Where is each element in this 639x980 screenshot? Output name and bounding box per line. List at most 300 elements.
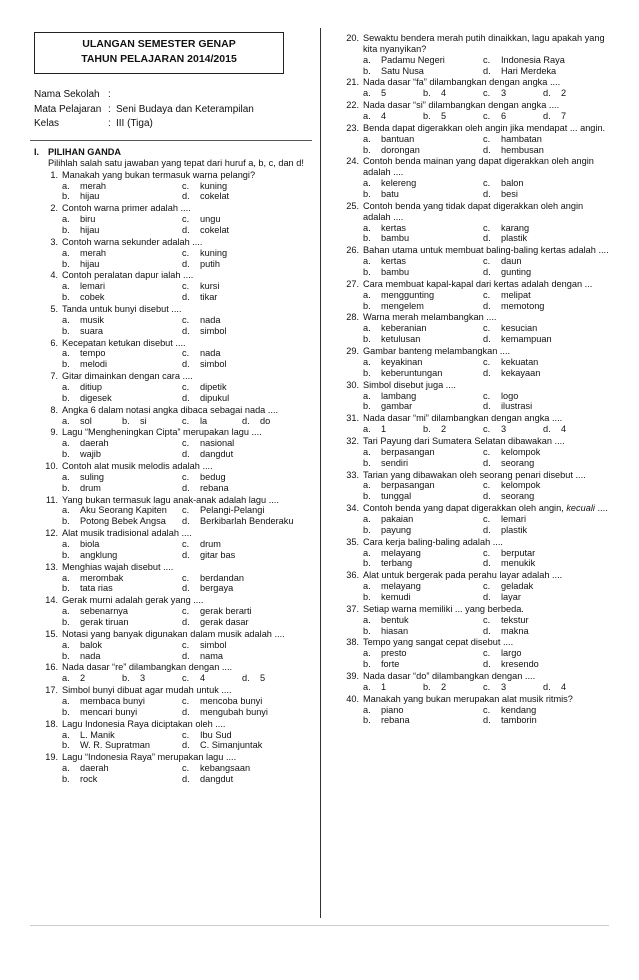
question-row bbox=[335, 77, 613, 88]
answer-option bbox=[62, 348, 182, 359]
option-text: biru bbox=[80, 214, 96, 225]
question-row bbox=[335, 346, 613, 357]
question-item bbox=[34, 752, 310, 785]
question-item bbox=[34, 371, 310, 404]
question-row bbox=[34, 237, 310, 248]
question-text: Nada dasar “fa” dilambangkan dengan angka .... bbox=[363, 77, 561, 88]
option-letter: b. bbox=[62, 549, 70, 560]
answer-options bbox=[62, 573, 310, 595]
question-text: Kecepatan ketukan disebut .... bbox=[62, 337, 186, 348]
option-text: menggunting bbox=[381, 289, 435, 300]
option-letter: c. bbox=[483, 256, 491, 267]
option-letter: a. bbox=[62, 281, 70, 292]
option-text: la bbox=[200, 415, 208, 426]
question-number: 37. bbox=[346, 603, 359, 614]
option-letter: c. bbox=[182, 673, 190, 684]
answer-option bbox=[483, 391, 603, 402]
option-letter: c. bbox=[483, 648, 491, 659]
option-text: mengelem bbox=[381, 300, 424, 311]
answer-option bbox=[483, 491, 603, 502]
option-letter: b. bbox=[363, 65, 371, 76]
answer-option bbox=[483, 548, 603, 559]
answer-options bbox=[363, 514, 613, 536]
answer-option bbox=[62, 292, 182, 303]
answer-options bbox=[62, 640, 310, 662]
option-text: lambang bbox=[381, 390, 417, 401]
option-text: kendang bbox=[501, 704, 537, 715]
option-letter: b. bbox=[62, 740, 70, 751]
answer-option bbox=[423, 111, 483, 122]
option-letter: a. bbox=[62, 438, 70, 449]
info-key: Mata Pelajaran bbox=[34, 103, 102, 115]
question-row bbox=[335, 312, 613, 323]
answer-option bbox=[62, 472, 182, 483]
option-letter: b. bbox=[363, 715, 371, 726]
option-text: lemari bbox=[501, 513, 527, 524]
option-text: Berkibarlah Benderaku bbox=[200, 516, 294, 527]
option-text: pakaian bbox=[381, 513, 414, 524]
option-text: berpasangan bbox=[381, 446, 435, 457]
question-number: 7. bbox=[50, 371, 58, 382]
answer-option bbox=[62, 696, 182, 707]
question-text: Tanda untuk bunyi disebut .... bbox=[62, 303, 182, 314]
option-letter: d. bbox=[483, 144, 491, 155]
question-number: 25. bbox=[346, 200, 359, 211]
option-text: hembusan bbox=[501, 144, 544, 155]
option-text: gerak tiruan bbox=[80, 617, 129, 628]
option-letter: d. bbox=[483, 300, 491, 311]
option-text: menukik bbox=[501, 558, 536, 569]
answer-option bbox=[182, 326, 302, 337]
option-letter: a. bbox=[363, 681, 371, 692]
question-number: 2. bbox=[50, 203, 58, 214]
answer-option bbox=[62, 281, 182, 292]
question-row bbox=[34, 495, 310, 506]
option-letter: c. bbox=[483, 88, 491, 99]
answer-option bbox=[182, 281, 302, 292]
option-letter: d. bbox=[182, 392, 190, 403]
answer-option bbox=[363, 581, 483, 592]
answer-options bbox=[62, 181, 310, 203]
answer-option bbox=[182, 730, 302, 741]
option-letter: a. bbox=[363, 648, 371, 659]
option-text: 5 bbox=[381, 88, 387, 99]
option-letter: c. bbox=[182, 381, 190, 392]
answer-options bbox=[363, 323, 613, 345]
answer-option bbox=[363, 290, 483, 301]
option-letter: d. bbox=[483, 457, 491, 468]
answer-option bbox=[363, 615, 483, 626]
option-text: hiasan bbox=[381, 625, 409, 636]
answer-option bbox=[543, 111, 603, 122]
answer-option bbox=[62, 583, 182, 594]
answer-option bbox=[62, 550, 182, 561]
answer-options bbox=[363, 447, 613, 469]
option-letter: a. bbox=[62, 539, 70, 550]
option-text: rebana bbox=[381, 715, 410, 726]
answer-options bbox=[62, 214, 310, 236]
answer-option bbox=[62, 505, 182, 516]
answer-options bbox=[363, 581, 613, 603]
question-row bbox=[335, 570, 613, 581]
answer-option bbox=[182, 483, 302, 494]
option-text: melayang bbox=[381, 581, 421, 592]
option-letter: d. bbox=[182, 516, 190, 527]
question-text: Cara membuat kapal-kapal dari kertas adalah dengan ... bbox=[363, 278, 593, 289]
option-text: kuning bbox=[200, 247, 228, 258]
answer-option bbox=[363, 401, 483, 412]
option-letter: d. bbox=[182, 549, 190, 560]
question-text: Manakah yang bukan termasuk warna pelangi? bbox=[62, 169, 256, 180]
answer-option bbox=[483, 626, 603, 637]
info-value: Seni Budaya dan Keterampilan bbox=[116, 103, 254, 115]
question-number: 8. bbox=[50, 404, 58, 415]
option-letter: b. bbox=[62, 449, 70, 460]
option-letter: c. bbox=[483, 614, 491, 625]
question-number: 23. bbox=[346, 122, 359, 133]
question-row bbox=[34, 662, 310, 673]
question-text: Lagu “Indonesia Raya” merupakan lagu .... bbox=[62, 752, 237, 763]
option-letter: a. bbox=[62, 639, 70, 650]
option-text: kekuatan bbox=[501, 356, 539, 367]
option-text: wajib bbox=[80, 449, 101, 460]
question-item bbox=[335, 100, 613, 122]
answer-options bbox=[62, 673, 310, 684]
section-number: I. bbox=[34, 146, 40, 157]
option-text: musik bbox=[80, 314, 104, 325]
option-text: bantuan bbox=[381, 133, 415, 144]
option-letter: a. bbox=[363, 513, 371, 524]
option-text: kuning bbox=[200, 180, 228, 191]
option-letter: a. bbox=[363, 222, 371, 233]
option-letter: a. bbox=[62, 763, 70, 774]
option-letter: a. bbox=[363, 111, 371, 122]
option-text: cokelat bbox=[200, 224, 230, 235]
info-sep: : bbox=[108, 118, 111, 130]
question-row bbox=[34, 719, 310, 730]
section-instruction: Pilihlah salah satu jawaban yang tepat dari huruf a, b, c, dan d! bbox=[48, 157, 304, 168]
option-letter: b. bbox=[62, 258, 70, 269]
option-letter: b. bbox=[62, 292, 70, 303]
answer-option bbox=[182, 550, 302, 561]
answer-option bbox=[423, 682, 483, 693]
question-row bbox=[335, 503, 613, 514]
answer-options bbox=[363, 223, 613, 245]
question-number: 36. bbox=[346, 570, 359, 581]
question-row bbox=[34, 371, 310, 382]
option-letter: c. bbox=[483, 547, 491, 558]
option-text: hijau bbox=[80, 224, 100, 235]
answer-options bbox=[363, 480, 613, 502]
option-letter: a. bbox=[62, 729, 70, 740]
option-letter: d. bbox=[483, 233, 491, 244]
exam-title-line2: TAHUN PELAJARAN 2014/2015 bbox=[81, 53, 237, 66]
option-text: dorongan bbox=[381, 144, 420, 155]
answer-option bbox=[363, 682, 423, 693]
question-text: Contoh warna primer adalah .... bbox=[62, 203, 191, 214]
answer-option bbox=[363, 592, 483, 603]
option-letter: a. bbox=[62, 348, 70, 359]
option-text: cokelat bbox=[200, 191, 230, 202]
question-row bbox=[34, 461, 310, 472]
option-letter: c. bbox=[483, 222, 491, 233]
option-text: simbol bbox=[200, 639, 227, 650]
answer-option bbox=[62, 740, 182, 751]
option-text: bambu bbox=[381, 233, 410, 244]
answer-option bbox=[363, 548, 483, 559]
answer-option bbox=[182, 606, 302, 617]
info-row bbox=[34, 103, 310, 118]
question-text: Gambar banteng melambangkan .... bbox=[363, 346, 511, 357]
answer-option bbox=[62, 191, 182, 202]
question-number: 38. bbox=[346, 637, 359, 648]
info-row bbox=[34, 88, 310, 103]
option-text: dipukul bbox=[200, 392, 230, 403]
answer-option bbox=[363, 267, 483, 278]
question-number: 11. bbox=[45, 494, 58, 505]
question-number: 15. bbox=[45, 628, 58, 639]
answer-option bbox=[242, 416, 302, 427]
question-row bbox=[34, 203, 310, 214]
right-question-list bbox=[335, 33, 613, 726]
question-text: Simbol bunyi dibuat agar mudah untuk .... bbox=[62, 685, 232, 696]
option-text: 4 bbox=[381, 111, 387, 122]
answer-option bbox=[62, 707, 182, 718]
answer-option bbox=[363, 134, 483, 145]
option-letter: a. bbox=[363, 581, 371, 592]
option-text: 5 bbox=[441, 111, 447, 122]
option-letter: b. bbox=[363, 659, 371, 670]
option-letter: a. bbox=[62, 381, 70, 392]
answer-option bbox=[62, 225, 182, 236]
column-divider bbox=[320, 28, 321, 918]
option-text: angklung bbox=[80, 549, 118, 560]
option-letter: d. bbox=[483, 367, 491, 378]
question-item bbox=[34, 237, 310, 270]
question-text: Yang bukan termasuk lagu anak-anak adalah lagu .... bbox=[62, 494, 279, 505]
option-text: melipat bbox=[501, 289, 531, 300]
option-letter: b. bbox=[363, 144, 371, 155]
option-letter: a. bbox=[62, 471, 70, 482]
question-number: 3. bbox=[50, 236, 58, 247]
option-text: kelompok bbox=[501, 446, 541, 457]
answer-option bbox=[182, 438, 302, 449]
question-item bbox=[335, 436, 613, 469]
answer-option bbox=[483, 715, 603, 726]
option-text: berpasangan bbox=[381, 480, 435, 491]
option-text: geladak bbox=[501, 581, 534, 592]
answer-option bbox=[363, 66, 483, 77]
option-text: logo bbox=[501, 390, 519, 401]
option-letter: a. bbox=[363, 88, 371, 99]
question-item bbox=[34, 595, 310, 628]
answer-option bbox=[483, 145, 603, 156]
answer-option bbox=[182, 181, 302, 192]
question-number: 6. bbox=[50, 337, 58, 348]
question-row bbox=[34, 270, 310, 281]
answer-option bbox=[483, 514, 603, 525]
option-text: 4 bbox=[441, 88, 447, 99]
option-letter: b. bbox=[363, 457, 371, 468]
option-text: seorang bbox=[501, 457, 535, 468]
option-text: 3 bbox=[140, 673, 146, 684]
option-letter: c. bbox=[182, 729, 190, 740]
question-number: 35. bbox=[346, 536, 359, 547]
option-letter: c. bbox=[483, 54, 491, 65]
option-letter: c. bbox=[483, 681, 491, 692]
option-letter: d. bbox=[182, 650, 190, 661]
option-text: 4 bbox=[561, 681, 567, 692]
info-key: Nama Sekolah bbox=[34, 89, 100, 101]
question-text: Nada dasar “re” dilambangkan dengan .... bbox=[62, 662, 233, 673]
option-text: hijau bbox=[80, 191, 100, 202]
exam-info bbox=[34, 88, 310, 132]
question-text: Benda dapat digerakkan oleh angin jika mendapat ... angin. bbox=[363, 122, 606, 133]
answer-options bbox=[363, 55, 613, 77]
option-letter: d. bbox=[483, 659, 491, 670]
answer-option bbox=[363, 323, 483, 334]
answer-option bbox=[483, 334, 603, 345]
answer-option bbox=[182, 259, 302, 270]
answer-options bbox=[363, 256, 613, 278]
answer-option bbox=[182, 359, 302, 370]
answer-option bbox=[483, 615, 603, 626]
question-item bbox=[34, 719, 310, 752]
option-letter: d. bbox=[242, 673, 250, 684]
answer-option bbox=[363, 223, 483, 234]
answer-option bbox=[363, 55, 483, 66]
question-item bbox=[335, 312, 613, 345]
question-item bbox=[34, 427, 310, 460]
question-row bbox=[335, 537, 613, 548]
answer-option bbox=[543, 88, 603, 99]
option-letter: d. bbox=[543, 681, 551, 692]
question-item bbox=[335, 245, 613, 278]
option-letter: b. bbox=[423, 681, 431, 692]
answer-option bbox=[483, 256, 603, 267]
option-text: tunggal bbox=[381, 491, 412, 502]
option-letter: a. bbox=[363, 446, 371, 457]
option-letter: b. bbox=[363, 524, 371, 535]
option-text: seorang bbox=[501, 491, 535, 502]
answer-option bbox=[363, 233, 483, 244]
question-text: Warna merah melambangkan .... bbox=[363, 312, 497, 323]
answer-option bbox=[182, 315, 302, 326]
answer-option bbox=[182, 696, 302, 707]
answer-option bbox=[182, 774, 302, 785]
option-letter: d. bbox=[182, 583, 190, 594]
option-text: 7 bbox=[561, 111, 567, 122]
answer-option bbox=[62, 438, 182, 449]
option-letter: c. bbox=[182, 247, 190, 258]
answer-option bbox=[483, 368, 603, 379]
question-number: 30. bbox=[346, 379, 359, 390]
option-text: dipetik bbox=[200, 381, 227, 392]
answer-option bbox=[483, 682, 543, 693]
option-text: 2 bbox=[561, 88, 567, 99]
option-letter: a. bbox=[363, 178, 371, 189]
option-text: kekayaan bbox=[501, 367, 541, 378]
question-item bbox=[34, 662, 310, 684]
answer-options bbox=[363, 290, 613, 312]
answer-option bbox=[363, 391, 483, 402]
question-row bbox=[34, 562, 310, 573]
answer-options bbox=[62, 472, 310, 494]
answer-option bbox=[483, 357, 603, 368]
option-text: merah bbox=[80, 180, 107, 191]
answer-option bbox=[483, 88, 543, 99]
question-row bbox=[34, 629, 310, 640]
option-text: makna bbox=[501, 625, 529, 636]
answer-option bbox=[182, 539, 302, 550]
option-text: presto bbox=[381, 648, 407, 659]
question-number: 5. bbox=[50, 303, 58, 314]
question-item bbox=[335, 123, 613, 156]
option-letter: b. bbox=[62, 191, 70, 202]
answer-option bbox=[363, 88, 423, 99]
answer-option bbox=[423, 88, 483, 99]
option-text: plastik bbox=[501, 233, 528, 244]
option-text: largo bbox=[501, 648, 522, 659]
answer-option bbox=[363, 525, 483, 536]
option-text: payung bbox=[381, 524, 412, 535]
answer-option bbox=[182, 292, 302, 303]
question-row bbox=[335, 123, 613, 134]
option-text: Aku Seorang Kapiten bbox=[80, 505, 167, 516]
option-letter: d. bbox=[543, 111, 551, 122]
option-letter: a. bbox=[363, 323, 371, 334]
answer-option bbox=[483, 592, 603, 603]
section-title: PILIHAN GANDA bbox=[48, 146, 121, 157]
answer-option bbox=[483, 55, 603, 66]
left-question-list bbox=[34, 170, 310, 785]
exam-title-box bbox=[34, 32, 284, 74]
question-item bbox=[34, 304, 310, 337]
question-row bbox=[34, 427, 310, 438]
question-item bbox=[34, 629, 310, 662]
answer-option bbox=[483, 659, 603, 670]
option-text: biola bbox=[80, 539, 100, 550]
option-text: ditiup bbox=[80, 381, 102, 392]
question-text: Setiap warna memiliki ... yang berbeda. bbox=[363, 603, 524, 614]
option-letter: c. bbox=[182, 572, 190, 583]
answer-option bbox=[182, 673, 242, 684]
option-text: gerak berarti bbox=[200, 606, 252, 617]
answer-option bbox=[182, 707, 302, 718]
answer-options bbox=[363, 682, 613, 693]
question-row bbox=[335, 694, 613, 705]
option-letter: a. bbox=[62, 214, 70, 225]
option-letter: d. bbox=[483, 625, 491, 636]
question-row bbox=[34, 685, 310, 696]
answer-option bbox=[182, 191, 302, 202]
answer-option bbox=[363, 189, 483, 200]
question-item bbox=[335, 537, 613, 570]
question-text: Lagu Indonesia Raya diciptakan oleh .... bbox=[62, 718, 226, 729]
option-text: Padamu Negeri bbox=[381, 54, 445, 65]
option-text: rock bbox=[80, 774, 98, 785]
answer-option bbox=[483, 66, 603, 77]
answer-option bbox=[182, 617, 302, 628]
option-text: tempo bbox=[80, 348, 106, 359]
option-text: nada bbox=[200, 314, 221, 325]
option-letter: d. bbox=[182, 325, 190, 336]
right-column bbox=[335, 32, 613, 726]
question-text: Contoh peralatan dapur ialah .... bbox=[62, 270, 194, 281]
question-item bbox=[335, 279, 613, 312]
option-text: 1 bbox=[381, 681, 387, 692]
answer-option bbox=[363, 558, 483, 569]
